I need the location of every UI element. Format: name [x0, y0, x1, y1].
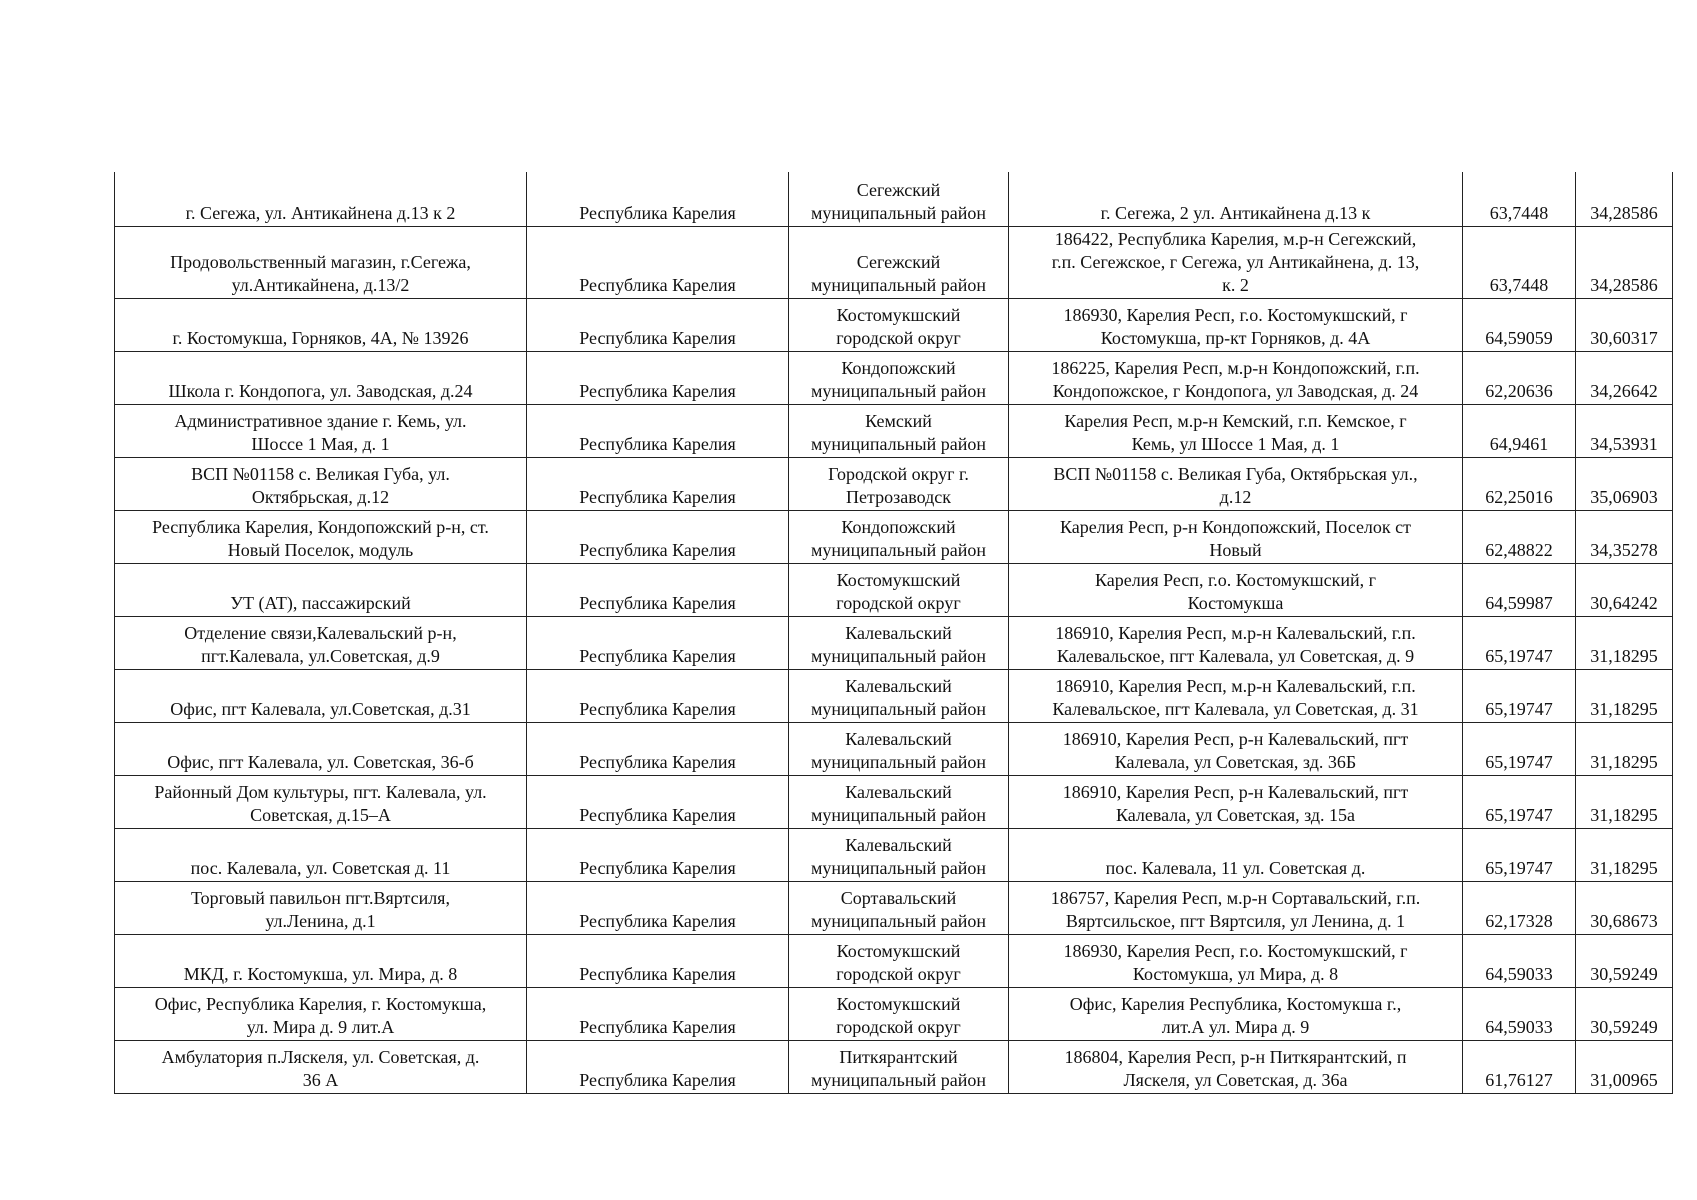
cell-region: Республика Карелия — [527, 458, 789, 511]
cell-place: Административное здание г. Кемь, ул. Шоссе 1 Мая, д. 1 — [115, 405, 527, 458]
table-row — [115, 935, 1673, 988]
cell-place: г. Сегежа, ул. Антикайнена д.13 к 2 — [115, 172, 527, 227]
cell-district: Сортавальский муниципальный район — [789, 882, 1009, 935]
cell-longitude: 31,18295 — [1576, 670, 1673, 723]
locations-table — [114, 172, 1673, 1094]
cell-longitude: 34,53931 — [1576, 405, 1673, 458]
cell-address: 186910, Карелия Респ, р-н Калевальский, пгт Калевала, ул Советская, зд. 15а — [1009, 776, 1463, 829]
cell-address: Карелия Респ, м.р-н Кемский, г.п. Кемское, г Кемь, ул Шоссе 1 Мая, д. 1 — [1009, 405, 1463, 458]
cell-longitude: 31,18295 — [1576, 617, 1673, 670]
cell-district: Кондопожский муниципальный район — [789, 511, 1009, 564]
table-row — [115, 405, 1673, 458]
cell-address: пос. Калевала, 11 ул. Советская д. — [1009, 829, 1463, 882]
cell-place: Продовольственный магазин, г.Сегежа, ул.Антикайнена, д.13/2 — [115, 227, 527, 299]
cell-region: Республика Карелия — [527, 882, 789, 935]
cell-address: 186757, Карелия Респ, м.р-н Сортавальский, г.п. Вяртсильское, пгт Вяртсиля, ул Ленина, д. 1 — [1009, 882, 1463, 935]
cell-address: Карелия Респ, г.о. Костомукшский, г Костомукша — [1009, 564, 1463, 617]
cell-address: 186910, Карелия Респ, м.р-н Калевальский, г.п. Калевальское, пгт Калевала, ул Советская, д. 9 — [1009, 617, 1463, 670]
cell-region: Республика Карелия — [527, 227, 789, 299]
cell-district: Костомукшский городской округ — [789, 988, 1009, 1041]
cell-latitude: 64,59033 — [1463, 988, 1576, 1041]
table-row — [115, 988, 1673, 1041]
cell-district: Сегежский муниципальный район — [789, 172, 1009, 227]
cell-place: МКД, г. Костомукша, ул. Мира, д. 8 — [115, 935, 527, 988]
cell-district: Калевальский муниципальный район — [789, 776, 1009, 829]
cell-region: Республика Карелия — [527, 670, 789, 723]
cell-place: Районный Дом культуры, пгт. Калевала, ул. Советская, д.15–А — [115, 776, 527, 829]
cell-longitude: 31,18295 — [1576, 723, 1673, 776]
cell-address: 186422, Республика Карелия, м.р-н Сегежский, г.п. Сегежское, г Сегежа, ул Антикайнена, д. 13, к. 2 — [1009, 227, 1463, 299]
cell-latitude: 61,76127 — [1463, 1041, 1576, 1094]
cell-place: Офис, пгт Калевала, ул. Советская, 36-б — [115, 723, 527, 776]
table-row — [115, 723, 1673, 776]
cell-place: ВСП №01158 с. Великая Губа, ул. Октябрьская, д.12 — [115, 458, 527, 511]
cell-longitude: 35,06903 — [1576, 458, 1673, 511]
cell-address: Офис, Карелия Республика, Костомукша г., лит.А ул. Мира д. 9 — [1009, 988, 1463, 1041]
cell-place: г. Костомукша, Горняков, 4А, № 13926 — [115, 299, 527, 352]
cell-district: Калевальский муниципальный район — [789, 723, 1009, 776]
cell-latitude: 62,48822 — [1463, 511, 1576, 564]
cell-place: УТ (АТ), пассажирский — [115, 564, 527, 617]
cell-district: Калевальский муниципальный район — [789, 829, 1009, 882]
cell-latitude: 64,59033 — [1463, 935, 1576, 988]
cell-latitude: 64,59059 — [1463, 299, 1576, 352]
cell-latitude: 65,19747 — [1463, 829, 1576, 882]
cell-district: Кондопожский муниципальный район — [789, 352, 1009, 405]
table-row — [115, 511, 1673, 564]
cell-region: Республика Карелия — [527, 988, 789, 1041]
table-row — [115, 617, 1673, 670]
cell-longitude: 30,64242 — [1576, 564, 1673, 617]
cell-latitude: 65,19747 — [1463, 670, 1576, 723]
cell-address: г. Сегежа, 2 ул. Антикайнена д.13 к — [1009, 172, 1463, 227]
cell-place: Торговый павильон пгт.Вяртсиля, ул.Ленина, д.1 — [115, 882, 527, 935]
cell-region: Республика Карелия — [527, 511, 789, 564]
cell-place: Амбулатория п.Ляскеля, ул. Советская, д. 36 А — [115, 1041, 527, 1094]
cell-address: 186804, Карелия Респ, р-н Питкярантский, п Ляскеля, ул Советская, д. 36а — [1009, 1041, 1463, 1094]
cell-latitude: 65,19747 — [1463, 776, 1576, 829]
cell-address: 186910, Карелия Респ, р-н Калевальский, пгт Калевала, ул Советская, зд. 36Б — [1009, 723, 1463, 776]
cell-address: Карелия Респ, р-н Кондопожский, Поселок ст Новый — [1009, 511, 1463, 564]
cell-latitude: 63,7448 — [1463, 172, 1576, 227]
cell-address: 186930, Карелия Респ, г.о. Костомукшский, г Костомукша, ул Мира, д. 8 — [1009, 935, 1463, 988]
cell-region: Республика Карелия — [527, 776, 789, 829]
cell-region: Республика Карелия — [527, 172, 789, 227]
cell-latitude: 65,19747 — [1463, 723, 1576, 776]
cell-place: Офис, пгт Калевала, ул.Советская, д.31 — [115, 670, 527, 723]
table-row — [115, 227, 1673, 299]
table-row — [115, 172, 1673, 227]
cell-district: Городской округ г. Петрозаводск — [789, 458, 1009, 511]
cell-district: Костомукшский городской округ — [789, 299, 1009, 352]
cell-longitude: 30,59249 — [1576, 988, 1673, 1041]
table-row — [115, 882, 1673, 935]
table-body — [115, 172, 1673, 1094]
table-row — [115, 564, 1673, 617]
table-row — [115, 352, 1673, 405]
table-row — [115, 670, 1673, 723]
cell-region: Республика Карелия — [527, 1041, 789, 1094]
cell-address: 186225, Карелия Респ, м.р-н Кондопожский, г.п. Кондопожское, г Кондопога, ул Заводская, д. 24 — [1009, 352, 1463, 405]
cell-latitude: 62,25016 — [1463, 458, 1576, 511]
cell-longitude: 34,26642 — [1576, 352, 1673, 405]
cell-longitude: 30,60317 — [1576, 299, 1673, 352]
cell-place: Отделение связи,Калевальский р-н, пгт.Калевала, ул.Советская, д.9 — [115, 617, 527, 670]
cell-longitude: 31,18295 — [1576, 829, 1673, 882]
cell-district: Костомукшский городской округ — [789, 564, 1009, 617]
cell-address: ВСП №01158 с. Великая Губа, Октябрьская ул., д.12 — [1009, 458, 1463, 511]
cell-region: Республика Карелия — [527, 617, 789, 670]
cell-longitude: 30,68673 — [1576, 882, 1673, 935]
cell-district: Сегежский муниципальный район — [789, 227, 1009, 299]
cell-address: 186930, Карелия Респ, г.о. Костомукшский, г Костомукша, пр-кт Горняков, д. 4А — [1009, 299, 1463, 352]
cell-longitude: 34,28586 — [1576, 227, 1673, 299]
table-row — [115, 299, 1673, 352]
cell-district: Кемский муниципальный район — [789, 405, 1009, 458]
cell-region: Республика Карелия — [527, 829, 789, 882]
cell-latitude: 62,20636 — [1463, 352, 1576, 405]
table-row — [115, 1041, 1673, 1094]
cell-place: пос. Калевала, ул. Советская д. 11 — [115, 829, 527, 882]
cell-region: Республика Карелия — [527, 723, 789, 776]
cell-latitude: 62,17328 — [1463, 882, 1576, 935]
table-row — [115, 776, 1673, 829]
cell-longitude: 31,18295 — [1576, 776, 1673, 829]
cell-district: Костомукшский городской округ — [789, 935, 1009, 988]
cell-place: Республика Карелия, Кондопожский р-н, ст. Новый Поселок, модуль — [115, 511, 527, 564]
cell-longitude: 34,28586 — [1576, 172, 1673, 227]
cell-longitude: 30,59249 — [1576, 935, 1673, 988]
cell-longitude: 31,00965 — [1576, 1041, 1673, 1094]
cell-latitude: 63,7448 — [1463, 227, 1576, 299]
cell-longitude: 34,35278 — [1576, 511, 1673, 564]
cell-latitude: 64,9461 — [1463, 405, 1576, 458]
cell-district: Питкярантский муниципальный район — [789, 1041, 1009, 1094]
cell-place: Офис, Республика Карелия, г. Костомукша, ул. Мира д. 9 лит.А — [115, 988, 527, 1041]
table-row — [115, 458, 1673, 511]
cell-latitude: 65,19747 — [1463, 617, 1576, 670]
cell-region: Республика Карелия — [527, 935, 789, 988]
cell-district: Калевальский муниципальный район — [789, 617, 1009, 670]
cell-place: Школа г. Кондопога, ул. Заводская, д.24 — [115, 352, 527, 405]
cell-latitude: 64,59987 — [1463, 564, 1576, 617]
cell-region: Республика Карелия — [527, 299, 789, 352]
cell-region: Республика Карелия — [527, 405, 789, 458]
cell-district: Калевальский муниципальный район — [789, 670, 1009, 723]
cell-region: Республика Карелия — [527, 352, 789, 405]
cell-address: 186910, Карелия Респ, м.р-н Калевальский, г.п. Калевальское, пгт Калевала, ул Советская, д. 31 — [1009, 670, 1463, 723]
cell-region: Республика Карелия — [527, 564, 789, 617]
table-row — [115, 829, 1673, 882]
